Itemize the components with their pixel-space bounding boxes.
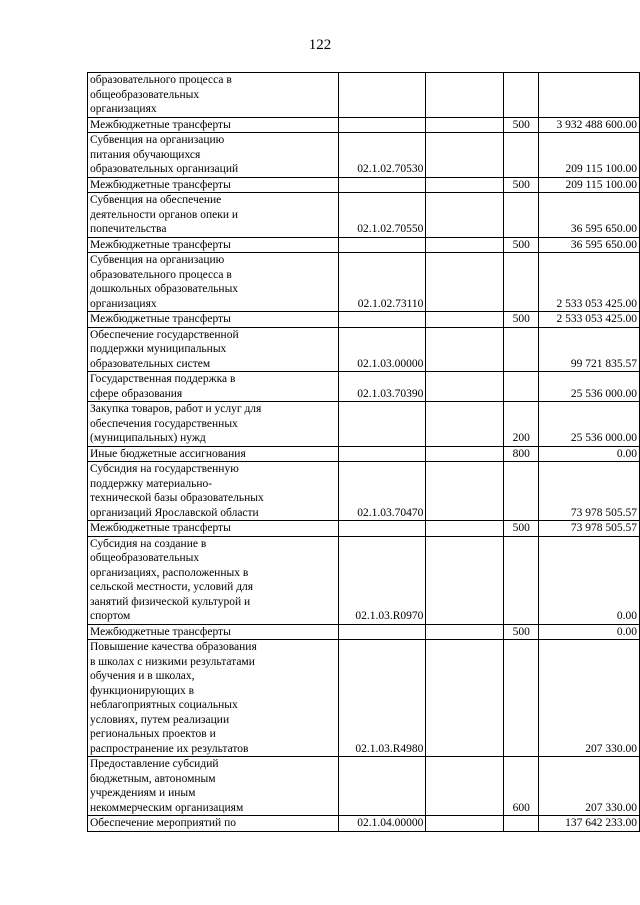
table-row [88, 117, 640, 133]
empty-cell [426, 757, 504, 816]
target-code-cell [338, 237, 425, 253]
empty-cell [426, 177, 504, 193]
table-row [88, 253, 640, 312]
item-name-cell: Субвенция на обеспечение деятельности органов опеки и попечительства [88, 193, 339, 238]
amount-cell: 2 533 053 425.00 [539, 253, 640, 312]
expense-type-cell: 500 [504, 521, 539, 537]
item-name-cell: Субсидия на создание в общеобразовательных организациях, расположенных в сельской местности, условий для занятий физической культурой и спортом [88, 536, 339, 624]
item-name-cell: Межбюджетные трансферты [88, 237, 339, 253]
expense-type-cell [504, 536, 539, 624]
table-row [88, 372, 640, 402]
target-code-cell [338, 446, 425, 462]
amount-cell: 0.00 [539, 446, 640, 462]
expense-type-cell [504, 73, 539, 118]
table-row [88, 73, 640, 118]
empty-cell [426, 462, 504, 521]
target-code-cell [338, 312, 425, 328]
expense-type-cell: 800 [504, 446, 539, 462]
amount-cell: 36 595 650.00 [539, 193, 640, 238]
table-row [88, 327, 640, 372]
amount-cell: 73 978 505.57 [539, 462, 640, 521]
expense-type-cell: 500 [504, 624, 539, 640]
table-row [88, 816, 640, 832]
item-name-cell: Субсидия на государственную поддержку материально- технической базы образовательных организаций Ярославской области [88, 462, 339, 521]
item-name-cell: Межбюджетные трансферты [88, 521, 339, 537]
expense-type-cell [504, 462, 539, 521]
table-row [88, 624, 640, 640]
empty-cell [426, 193, 504, 238]
empty-cell [426, 816, 504, 832]
item-name-cell: Обеспечение государственной поддержки муниципальных образовательных систем [88, 327, 339, 372]
budget-table-body [88, 73, 640, 832]
target-code-cell: 02.1.03.R4980 [338, 640, 425, 757]
empty-cell [426, 521, 504, 537]
table-row [88, 133, 640, 178]
expense-type-cell [504, 133, 539, 178]
target-code-cell: 02.1.03.R0970 [338, 536, 425, 624]
amount-cell: 2 533 053 425.00 [539, 312, 640, 328]
target-code-cell [338, 402, 425, 447]
item-name-cell: Государственная поддержка в сфере образования [88, 372, 339, 402]
item-name-cell: Закупка товаров, работ и услуг для обеспечения государственных (муниципальных) нужд [88, 402, 339, 447]
target-code-cell: 02.1.02.70550 [338, 193, 425, 238]
item-name-cell: образовательного процесса в общеобразовательных организациях [88, 73, 339, 118]
target-code-cell [338, 177, 425, 193]
target-code-cell: 02.1.02.73110 [338, 253, 425, 312]
item-name-cell: Субвенция на организацию питания обучающихся образовательных организаций [88, 133, 339, 178]
page-number: 122 [308, 37, 332, 53]
target-code-cell: 02.1.02.70530 [338, 133, 425, 178]
empty-cell [426, 446, 504, 462]
empty-cell [426, 327, 504, 372]
empty-cell [426, 536, 504, 624]
amount-cell: 0.00 [539, 624, 640, 640]
table-row [88, 536, 640, 624]
empty-cell [426, 133, 504, 178]
item-name-cell: Межбюджетные трансферты [88, 117, 339, 133]
target-code-cell [338, 624, 425, 640]
item-name-cell: Межбюджетные трансферты [88, 624, 339, 640]
amount-cell: 0.00 [539, 536, 640, 624]
empty-cell [426, 372, 504, 402]
expense-type-cell: 600 [504, 757, 539, 816]
target-code-cell [338, 757, 425, 816]
budget-table [87, 72, 640, 832]
empty-cell [426, 73, 504, 118]
table-row [88, 462, 640, 521]
empty-cell [426, 253, 504, 312]
item-name-cell: Субвенция на организацию образовательного процесса в дошкольных образовательных организациях [88, 253, 339, 312]
amount-cell: 3 932 488 600.00 [539, 117, 640, 133]
table-row [88, 521, 640, 537]
target-code-cell: 02.1.04.00000 [338, 816, 425, 832]
amount-cell: 73 978 505.57 [539, 521, 640, 537]
expense-type-cell [504, 193, 539, 238]
table-row [88, 193, 640, 238]
empty-cell [426, 402, 504, 447]
expense-type-cell: 500 [504, 117, 539, 133]
expense-type-cell [504, 372, 539, 402]
amount-cell: 207 330.00 [539, 640, 640, 757]
item-name-cell: Обеспечение мероприятий по [88, 816, 339, 832]
amount-cell: 209 115 100.00 [539, 177, 640, 193]
amount-cell [539, 73, 640, 118]
empty-cell [426, 237, 504, 253]
table-row [88, 640, 640, 757]
table-row [88, 237, 640, 253]
target-code-cell [338, 73, 425, 118]
empty-cell [426, 640, 504, 757]
target-code-cell: 02.1.03.70390 [338, 372, 425, 402]
amount-cell: 207 330.00 [539, 757, 640, 816]
table-row [88, 757, 640, 816]
table-row [88, 177, 640, 193]
table-row [88, 446, 640, 462]
target-code-cell: 02.1.03.70470 [338, 462, 425, 521]
amount-cell: 99 721 835.57 [539, 327, 640, 372]
expense-type-cell: 500 [504, 312, 539, 328]
target-code-cell: 02.1.03.00000 [338, 327, 425, 372]
item-name-cell: Повышение качества образования в школах с низкими результатами обучения и в школах, функционирующих в неблагоприятных социальных условиях, путем реализации региональных проектов и распространение их результатов [88, 640, 339, 757]
expense-type-cell [504, 327, 539, 372]
expense-type-cell [504, 816, 539, 832]
amount-cell: 36 595 650.00 [539, 237, 640, 253]
item-name-cell: Межбюджетные трансферты [88, 177, 339, 193]
table-row [88, 312, 640, 328]
expense-type-cell: 500 [504, 177, 539, 193]
item-name-cell: Межбюджетные трансферты [88, 312, 339, 328]
expense-type-cell: 200 [504, 402, 539, 447]
amount-cell: 25 536 000.00 [539, 402, 640, 447]
amount-cell: 137 642 233.00 [539, 816, 640, 832]
expense-type-cell: 500 [504, 237, 539, 253]
amount-cell: 209 115 100.00 [539, 133, 640, 178]
expense-type-cell [504, 253, 539, 312]
amount-cell: 25 536 000.00 [539, 372, 640, 402]
item-name-cell: Предоставление субсидий бюджетным, автономным учреждениям и иным некоммерческим организациям [88, 757, 339, 816]
target-code-cell [338, 521, 425, 537]
empty-cell [426, 117, 504, 133]
target-code-cell [338, 117, 425, 133]
table-row [88, 402, 640, 447]
empty-cell [426, 312, 504, 328]
item-name-cell: Иные бюджетные ассигнования [88, 446, 339, 462]
expense-type-cell [504, 640, 539, 757]
empty-cell [426, 624, 504, 640]
